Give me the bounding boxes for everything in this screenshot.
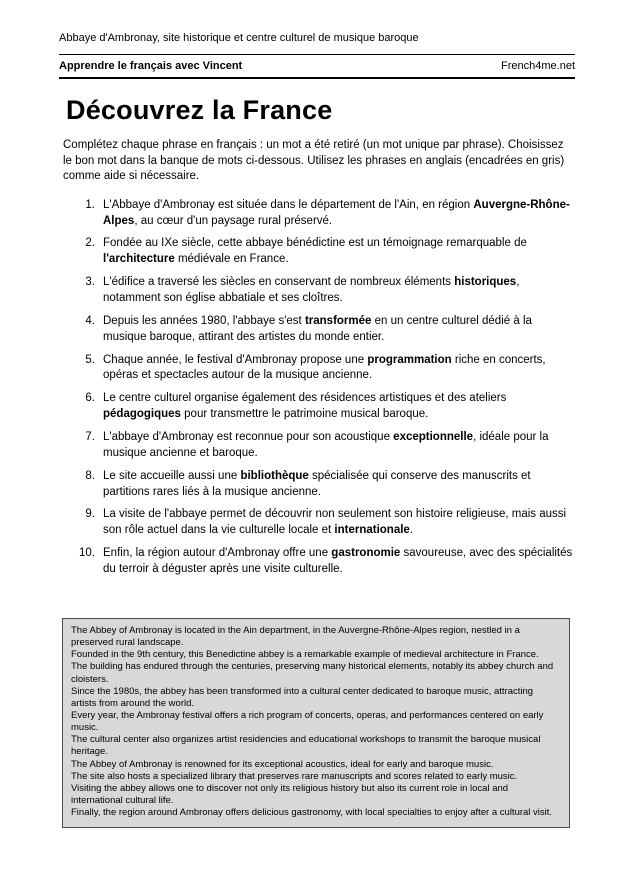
- answer-word: exceptionnelle: [393, 431, 474, 444]
- answer-word: transformée: [304, 314, 372, 327]
- sentence-post: pour transmettre le patrimoine musical baroque.: [180, 408, 429, 421]
- translation-line: Founded in the 9th century, this Benedictine abbey is a remarkable example of medieval architecture in France.: [71, 649, 539, 661]
- sentence-text: [103, 198, 575, 230]
- sentence-item-4: [63, 314, 575, 346]
- sentence-text: [103, 507, 575, 539]
- sentence-item-8: [63, 469, 575, 501]
- sentence-text: [103, 314, 575, 346]
- sentence-item-9: [63, 507, 575, 539]
- sentence-number: 9.: [85, 508, 95, 521]
- sentence-pre: Enfin, la région autour d'Ambronay offre une: [103, 547, 332, 560]
- sentence-text: [103, 546, 575, 578]
- translation-line: Finally, the region around Ambronay offers delicious gastronomy, with local specialties to enjoy after a cultural visit.: [71, 807, 553, 819]
- answer-word: l'architecture: [103, 253, 175, 266]
- translation-line: The site also hosts a specialized library that preserves rare manuscripts and scores related to early music.: [71, 770, 518, 782]
- sentence-number: 4.: [85, 314, 95, 327]
- answer-word: bibliothèque: [240, 469, 309, 482]
- sentence-post: , idéale pour la musique ancienne et baroque.: [103, 431, 549, 459]
- sentence-text: [103, 236, 575, 268]
- sentence-text: [103, 391, 575, 423]
- sentence-list: [63, 198, 575, 578]
- translation-line: Visiting the abbey allows one to discover not only its religious history but also its current role in local and international cultural life.: [71, 782, 509, 807]
- answer-word: internationale: [334, 524, 410, 537]
- sentence-text: [103, 430, 575, 462]
- sentence-item-5: [63, 353, 575, 385]
- sentence-pre: La visite de l'abbaye permet de découvrir non seulement son histoire religieuse, mais aussi son rôle actuel dans la vie culturelle locale et: [103, 508, 567, 537]
- brand-bar: [59, 55, 575, 77]
- sentence-number: 5.: [85, 353, 95, 366]
- sentence-item-2: [63, 236, 575, 268]
- sentence-text: [103, 469, 575, 501]
- sentence-post: médiévale en France.: [174, 253, 289, 266]
- sentence-item-7: [63, 430, 575, 462]
- translation-line: Since the 1980s, the abbey has been transformed into a cultural center dedicated to baroque music, attracting artists from around the world.: [71, 685, 534, 709]
- sentence-post: riche en concerts, opéras et spectacles autour de la musique ancienne.: [103, 353, 546, 382]
- brand-title: Apprendre le français avec Vincent: [59, 60, 243, 73]
- translation-line: The Abbey of Ambronay is renowned for its exceptional acoustics, ideal for early and baroque music.: [71, 758, 494, 770]
- divider-thick: [59, 77, 575, 79]
- sentence-item-10: [63, 546, 575, 578]
- translation-line: Every year, the Ambronay festival offers a rich program of concerts, operas, and performances centered on early music.: [71, 710, 544, 734]
- sentence-pre: L'abbaye d'Ambronay est reconnue pour son acoustique: [103, 431, 394, 444]
- sentence-pre: Fondée au IXe siècle, cette abbaye bénédictine est un témoignage remarquable de: [103, 237, 527, 250]
- sentence-pre: Chaque année, le festival d'Ambronay propose une: [103, 353, 368, 366]
- answer-word: programmation: [367, 353, 452, 366]
- sentence-post: savoureuse, avec des spécialités du terroir à déguster après une visite culturelle.: [103, 547, 573, 576]
- sentence-number: 3.: [85, 276, 95, 289]
- sentence-item-1: [63, 198, 575, 230]
- sentence-number: 8.: [85, 469, 95, 482]
- page-title: Découvrez la France: [66, 95, 333, 126]
- sentence-pre: Depuis les années 1980, l'abbaye s'est: [103, 314, 305, 327]
- sentence-pre: Le site accueille aussi une: [103, 469, 241, 482]
- translation-line: The Abbey of Ambronay is located in the Ain department, in the Auvergne-Rhône-Alpes region, nestled in a preserved rural landscape.: [71, 624, 520, 649]
- document-subtitle: Abbaye d'Ambronay, site historique et centre culturel de musique baroque: [59, 32, 419, 44]
- answer-word: gastronomie: [331, 547, 401, 560]
- english-translations-box: [62, 618, 570, 829]
- sentence-post: spécialisée qui conserve des manuscrits et partitions rares liés à la musique ancienne.: [103, 469, 531, 498]
- answer-word: historiques: [454, 276, 517, 289]
- instructions-text: Complétez chaque phrase en français : un mot a été retiré (un mot unique par phrase). Choisissez le bon mot dans la banque de mots ci-dessous. Utilisez les phrases en anglais (encadrées en gris) comme aide si nécessaire.: [63, 139, 565, 183]
- sentence-number: 2.: [85, 237, 95, 250]
- sentence-number: 10.: [79, 547, 95, 560]
- sentence-pre: Le centre culturel organise également des résidences artistiques et des ateliers: [103, 392, 507, 405]
- sentence-post: .: [409, 524, 414, 537]
- sentence-text: [103, 353, 575, 385]
- answer-word: Auvergne-Rhône-Alpes: [103, 198, 570, 227]
- translation-line: The cultural center also organizes artist residencies and educational workshops to transmit the baroque musical heritage.: [71, 734, 541, 758]
- answer-word: pédagogiques: [103, 408, 181, 421]
- sentence-pre: L'édifice a traversé les siècles en conservant de nombreux éléments: [103, 276, 455, 289]
- sentence-item-3: [63, 275, 575, 307]
- sentence-number: 6.: [85, 392, 95, 405]
- sentence-item-6: [63, 391, 575, 423]
- translation-line: The building has endured through the centuries, preserving many historical elements, notably its abbey church and cloisters.: [71, 661, 554, 685]
- brand-site-link: French4me.net: [501, 60, 575, 73]
- sentence-post: , notamment son église abbatiale et ses cloîtres.: [103, 276, 520, 305]
- sentence-post: , au cœur d'un paysage rural préservé.: [134, 214, 333, 227]
- sentence-pre: L'Abbaye d'Ambronay est située dans le département de l'Ain, en région: [103, 198, 474, 211]
- sentence-text: [103, 275, 575, 307]
- sentence-post: en un centre culturel dédié à la musique baroque, attirant des artistes du monde entier.: [103, 314, 532, 343]
- sentence-number: 7.: [85, 431, 95, 444]
- sentence-number: 1.: [85, 198, 95, 211]
